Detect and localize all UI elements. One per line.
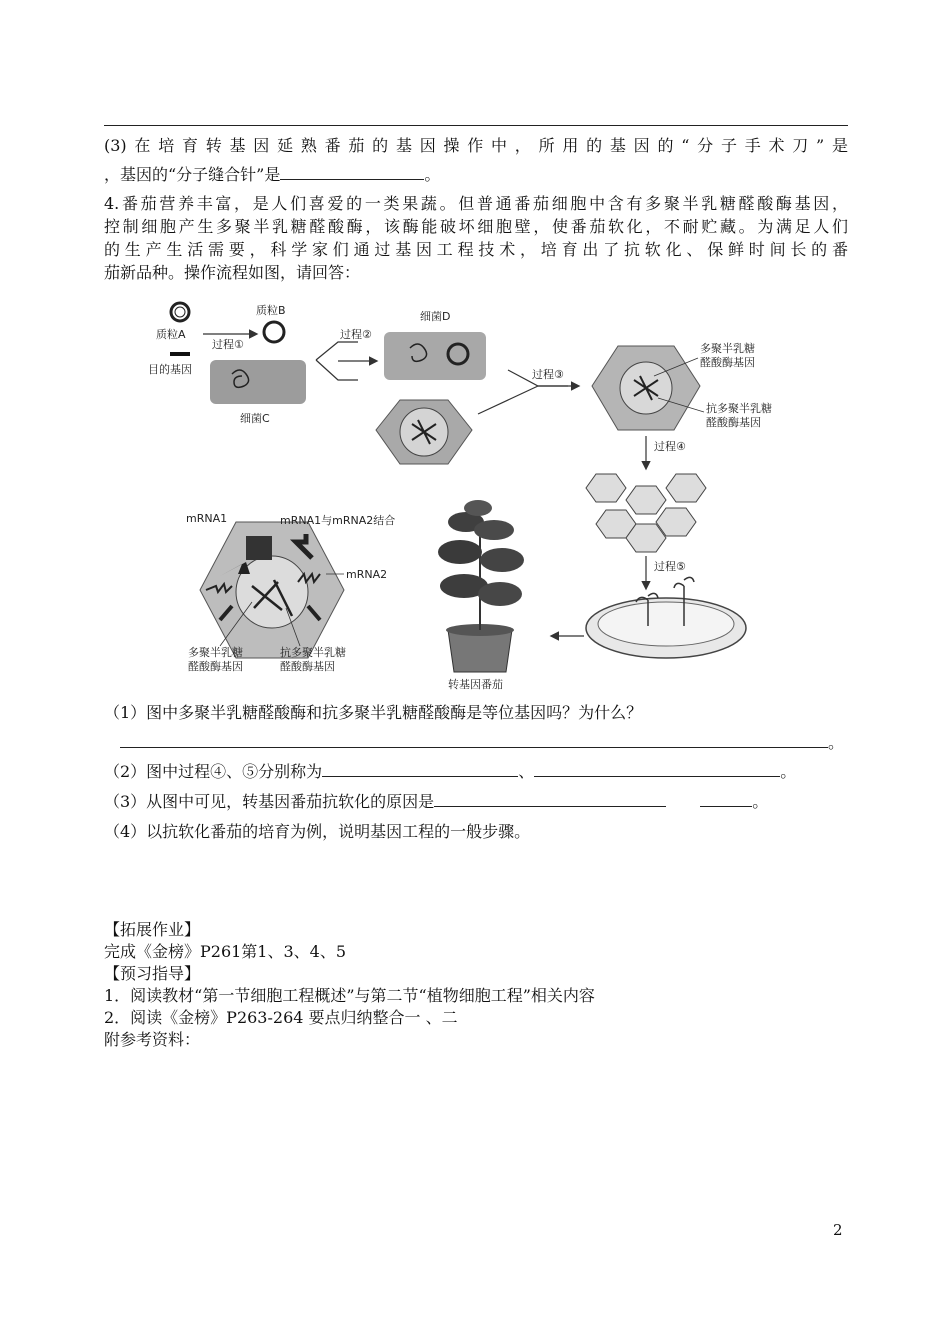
pg-gene-label-b: 多聚半乳糖: [188, 646, 243, 659]
process-5-label: 过程⑤: [654, 560, 686, 573]
bacterium-d-label: 细菌D: [420, 310, 451, 323]
answer-blank[interactable]: [322, 762, 518, 777]
anti-pg-gene-label-b2: 醛酸酶基因: [280, 660, 335, 673]
question-3-text: ，基因的“分子缝合针”是: [104, 165, 281, 184]
preview-item-2: 2．阅读《金榜》P263-264 要点归纳整合一 、二: [104, 1008, 458, 1027]
question-4-line-2: 控制细胞产生多聚半乳糖醛酸酶，该酶能破坏细胞壁，使番茄软化，不耐贮藏。为满足人们: [104, 217, 848, 236]
mrna1-label: mRNA1: [186, 512, 228, 525]
punctuation: 。: [752, 792, 769, 811]
sub-question-2: [104, 762, 796, 782]
process-2-label: 过程②: [340, 328, 372, 341]
sub-question-2-text: （2）图中过程④、⑤分别称为: [104, 762, 323, 781]
cell-cluster: [586, 474, 706, 552]
answer-blank[interactable]: [534, 762, 780, 777]
question-4-line-1: 4.番茄营养丰富，是人们喜爱的一类果蔬。但普通番茄细胞中含有多聚半乳糖醛酸酶基因，: [104, 194, 848, 213]
punctuation: 。: [828, 733, 845, 752]
pg-gene-label: 多聚半乳糖: [700, 342, 755, 355]
punctuation: 、: [518, 762, 535, 781]
plasmid-b-label: 质粒B: [256, 304, 286, 317]
arrow: [316, 342, 358, 360]
culture-medium: [598, 602, 734, 646]
process-3-label: 过程③: [532, 368, 564, 381]
preview-header: 【预习指导】: [104, 964, 201, 983]
anti-pg-gene-label-b: 抗多聚半乳糖: [280, 646, 346, 659]
pg-gene-label-2: 醛酸酶基因: [700, 356, 755, 369]
plasmid-a-label: 质粒A: [156, 328, 186, 341]
gene-engineering-flowchart: [148, 290, 800, 695]
appendix-label: 附参考资料：: [104, 1030, 201, 1049]
arrow: [478, 386, 538, 414]
anti-pg-gene-label-2: 醛酸酶基因: [706, 416, 761, 429]
sub-question-3-text: （3）从图中可见，转基因番茄抗软化的原因是: [104, 792, 435, 811]
arrow: [316, 360, 358, 380]
question-4-line-3: 的生产生活需要，科学家们通过基因工程技术，培育出了抗软化、保鲜时间长的番: [104, 240, 848, 259]
process-4-label: 过程④: [654, 440, 686, 453]
bacterium-d: [384, 332, 486, 380]
question-3-line: (3)在培育转基因延熟番茄的基因操作中，所用的基因的“分子手术刀”是: [104, 136, 848, 155]
header-rule: [104, 125, 848, 126]
extension-header: 【拓展作业】: [104, 920, 201, 939]
bacterium-c-label: 细菌C: [240, 412, 270, 425]
answer-blank[interactable]: [120, 733, 828, 748]
mrna-bind-label: mRNA1与mRNA2结合: [280, 514, 396, 527]
tomato-plant-icon: [438, 500, 524, 672]
plasmid-a: [171, 303, 189, 321]
target-gene-label: 目的基因: [148, 363, 192, 376]
mrna-duplex: [246, 536, 272, 560]
sub-question-4: （4）以抗软化番茄的培育为例，说明基因工程的一般步骤。: [104, 822, 531, 841]
transgenic-tomato-label: 转基因番茄: [448, 678, 503, 691]
question-3-line-2: [104, 165, 440, 185]
process-1-label: 过程①: [212, 338, 244, 351]
sub-question-3: [104, 792, 768, 812]
pg-gene-label-b2: 醛酸酶基因: [188, 660, 243, 673]
target-gene-bar: [170, 352, 190, 356]
anti-pg-gene-label: 抗多聚半乳糖: [706, 402, 772, 415]
plasmid-b: [264, 322, 284, 342]
extension-text: 完成《金榜》P261第1、3、4、5: [104, 942, 347, 961]
sub-question-1-answer: [120, 733, 844, 753]
page-number: 2: [833, 1221, 843, 1239]
bacterium-c: [210, 360, 306, 404]
answer-blank[interactable]: [700, 792, 752, 807]
sub-question-1: （1）图中多聚半乳糖醛酸酶和抗多聚半乳糖醛酸酶是等位基因吗？为什么？: [104, 703, 643, 722]
question-4-line-4: 茄新品种。操作流程如图，请回答：: [104, 263, 361, 282]
punctuation: 。: [780, 762, 797, 781]
answer-blank[interactable]: [434, 792, 666, 807]
answer-blank[interactable]: [280, 165, 424, 180]
mrna2-label: mRNA2: [346, 568, 388, 581]
punctuation: 。: [424, 165, 441, 184]
preview-item-1: 1．阅读教材“第一节细胞工程概述”与第二节“植物细胞工程”相关内容: [104, 986, 595, 1005]
